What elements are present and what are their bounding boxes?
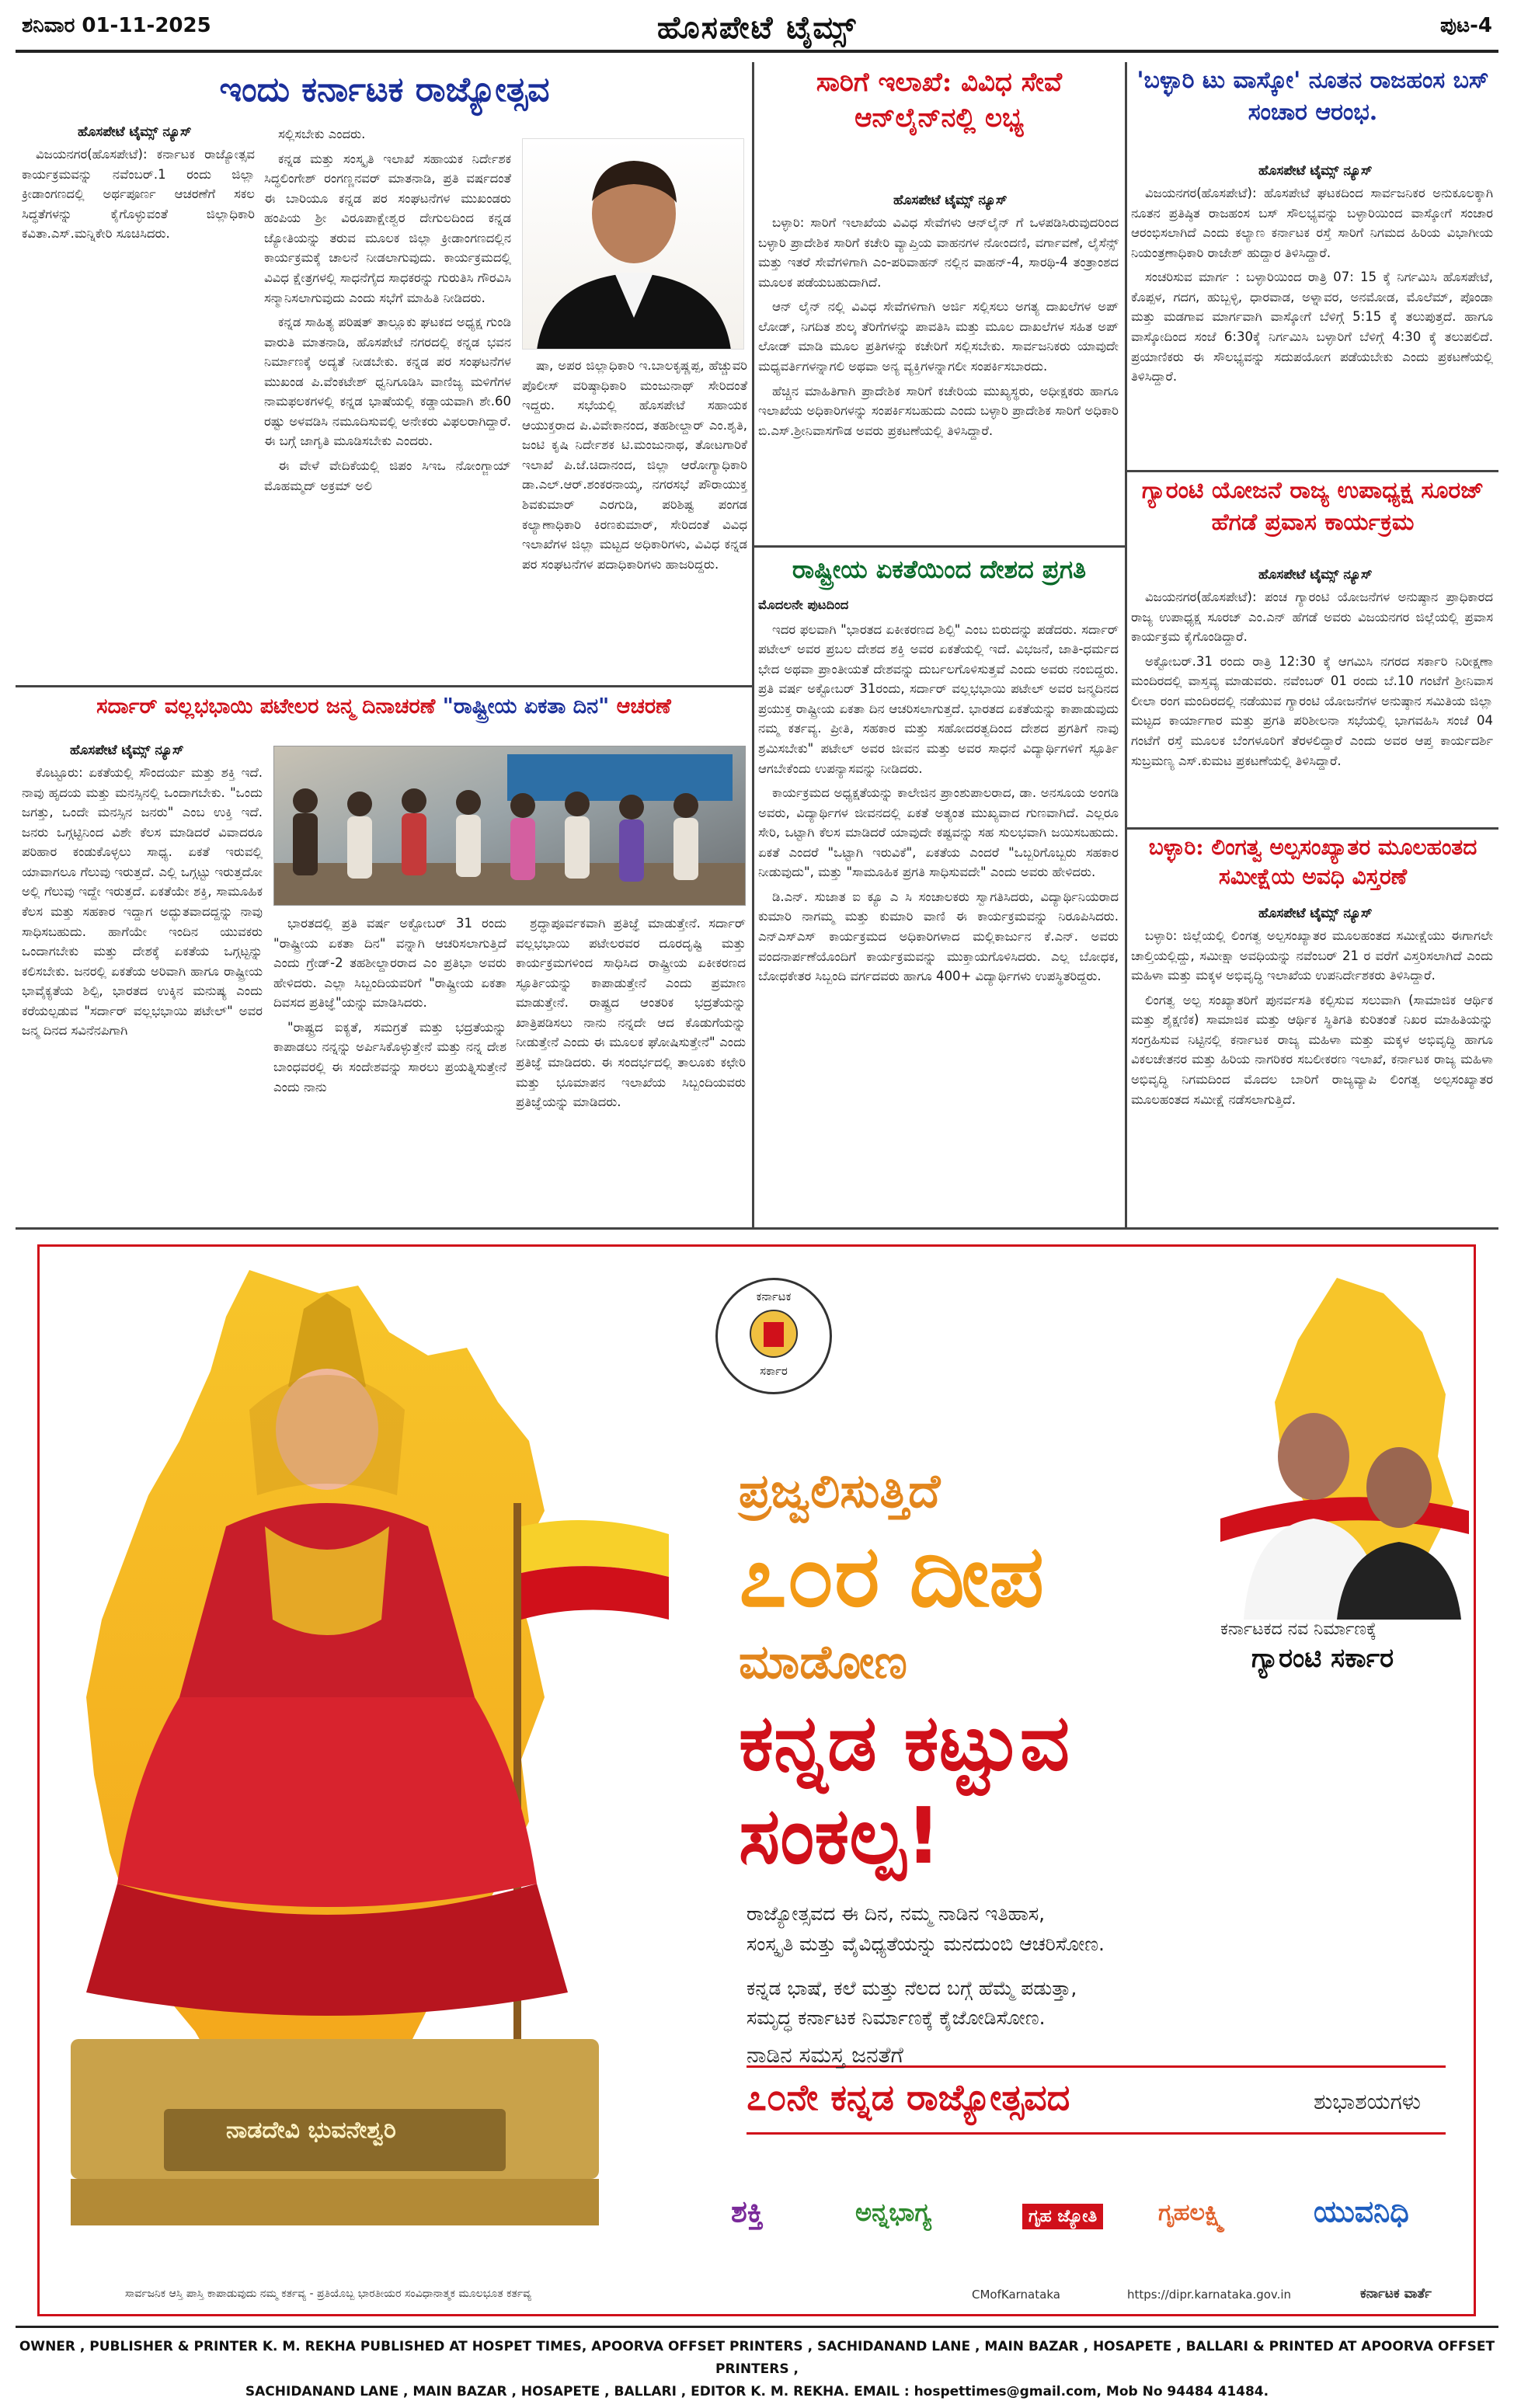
article-byline: ಹೊಸಪೇಟೆ ಟೈಮ್ಸ್ ನ್ಯೂಸ್ xyxy=(893,193,1008,208)
scheme-logo-gruha-jyothi: ಗೃಹ ಜ್ಯೋತಿ xyxy=(1022,2204,1103,2229)
emblem-icon xyxy=(747,1307,801,1361)
article-paragraph: ಕನ್ನಡ ಮತ್ತು ಸಂಸ್ಕೃತಿ ಇಲಾಖೆ ಸಹಾಯಕ ನಿರ್ದೇಶಕ ಸಿದ್ಧಲಿಂಗೇಶ್ ರಂಗಣ್ಣನವರ್ ಮಾತನಾಡಿ, ಪ್ರತಿ ವರ್ಷದಂತೆ ಈ ಬಾರಿಯೂ ಕನ್ನಡ ಪರ ಸಂಘಟನೆಗಳ ಮುಖಂಡರು ಹಂಪಿಯ ಶ್ರೀ ವಿರೂಪಾಕ್ಷೇಶ್ವರ ದೇಗುಲದಿಂದ ಕನ್ನಡ ಜ್ಯೋತಿಯನ್ನು ತರುವ ಮೂಲಕ ಜಿಲ್ಲಾ ಕ್ರೀಡಾಂಗಣದಲ್ಲಿನ ಕಾರ್ಯಕ್ರಮಕ್ಕೆ ಚಾಲನೆ ನೀಡಲಾಗುವುದು. ಕಾರ್ಯಕ್ರಮದಲ್ಲಿ ವಿವಿಧ ಕ್ಷೇತ್ರಗಳಲ್ಲಿ ಸಾಧನೆಗೈದ ಸಾಧಕರನ್ನು ಗುರುತಿಸಿ ಗೌರವಿಸಿ ಸನ್ಮಾನಿಸಲಾಗುವುದು ಎಂದು ಸಭೆಗೆ ಮಾಹಿತಿ ನೀಡಿದರು. xyxy=(264,151,511,305)
ad-greet-bottom-rule xyxy=(747,2132,1446,2135)
article-paragraph: ಡಿ.ಎನ್. ಸುಜಾತ ಐ ಕ್ಯೂ ಎ ಸಿ ಸಂಚಾಲಕರು ಸ್ವಾಗತಿಸಿದರು, ವಿದ್ಯಾರ್ಥಿನಿಯರಾದ ಕುಮಾರಿ ನಾಗಮ್ಮ ಮತ್ತು ಕುಮಾರಿ ವಾಣಿ ಈ ಕಾರ್ಯಕ್ರಮವನ್ನು ನಿರೂಪಿಸಿದರು. ಎನ್‌ಎಸ್‌ಎಸ್ ಕಾರ್ಯಕ್ರಮದ ಅಧಿಕಾರಿಗಳಾದ ಮಲ್ಲಿಕಾರ್ಜುನ ಕೆ.ಎನ್. ಅವರು ವಂದನಾರ್ಪಣೆಯೊಂದಿಗೆ ಕಾರ್ಯಕ್ರಮವನ್ನು ಮುಕ್ತಾಯಗೊಳಿಸಿದರು. ಎಲ್ಲ ಬೋಧಕ, ಬೋಧಕೇತರ ಸಿಬ್ಬಂದಿ ವರ್ಗದವರು ಹಾಗೂ 400+ ವಿದ್ಯಾರ್ಥಿಗಳು ಉಪಸ್ಥಿತರಿದ್ದರು. xyxy=(758,889,1119,984)
article-paragraph: ಭಾರತದಲ್ಲಿ ಪ್ರತಿ ವರ್ಷ ಅಕ್ಟೋಬರ್ 31 ರಂದು "ರಾಷ್ಟ್ರೀಯ ಏಕತಾ ದಿನ" ವನ್ನಾಗಿ ಆಚರಿಸಲಾಗುತ್ತಿದೆ ಎಂದು ಗ್ರೇಡ್-2 ತಹಶೀಲ್ದಾರರಾದ ಎಂ ಪ್ರತಿಭಾ ಅವರು ಹೇಳಿದರು. ಎಲ್ಲಾ ಸಿಬ್ಬಂದಿಯವರಿಗೆ "ರಾಷ್ಟ್ರೀಯ ಏಕತಾ ದಿವಸದ ಪ್ರತಿಜ್ಞೆ"ಯನ್ನು ಮಾಡಿಸಿದರು. xyxy=(273,916,506,1011)
row-rule xyxy=(1125,470,1498,472)
row-rule xyxy=(1125,827,1498,830)
ad-sub-tagline: ಕರ್ನಾಟಕದ ನವ ನಿರ್ಮಾಣಕ್ಕೆ xyxy=(1220,1620,1377,1639)
article-body-rajyotsava-col3 xyxy=(522,356,747,680)
scheme-logo-annabhagya: ಅನ್ನಭಾಗ್ಯ xyxy=(855,2197,932,2227)
article-body-patel-col1 xyxy=(22,763,263,1224)
article-paragraph: ಸಲ್ಲಿಸಬೇಕು ಎಂದರು. xyxy=(278,127,366,141)
ad-body-line: ಕನ್ನಡ ಭಾಷೆ, ಕಲೆ ಮತ್ತು ನೆಲದ ಬಗ್ಗೆ ಹೆಮ್ಮೆ ಪಡುತ್ತಾ, xyxy=(747,1976,1077,1999)
article-paragraph: ಆನ್ ಲೈನ್ ನಲ್ಲಿ ವಿವಿಧ ಸೇವೆಗಳಿಗಾಗಿ ಅರ್ಜಿ ಸಲ್ಲಿಸಲು ಅಗತ್ಯ ದಾಖಲೆಗಳ ಅಪ್ ಲೋಡ್, ನಿಗದಿತ ಶುಲ್ಕ ತೆರಿಗೆಗಳನ್ನು ಪಾವತಿಸಿ ಮತ್ತು ಮೂಲ ದಾಖಲೆಗಳ ಸಹಿತ ಅಪ್ ಲೋಡ್ ಮಾಡಿ ಮೂಲ ಪ್ರತಿಗಳನ್ನು ಕಚೇರಿಗೆ ಸಲ್ಲಿಸಬೇಕು. ಸಾರ್ವಜನಿಕರು ಯಾವುದೇ ಮಧ್ಯವರ್ತಿಗಳನ್ನಾಗಲಿ ಅಥವಾ ಅನ್ಯ ವ್ಯಕ್ತಿಗಳನ್ನಾಗಲೀ ಸಂಪರ್ಕಿಸಬಾರದು. xyxy=(758,299,1119,374)
row-rule xyxy=(16,685,752,687)
article-byline: ಹೊಸಪೇಟೆ ಟೈಮ್ಸ್ ನ್ಯೂಸ್ xyxy=(1258,906,1373,921)
ad-greeting-suffix: ಶುಭಾಶಯಗಳು xyxy=(1314,2089,1421,2114)
article-paragraph: ಹೆಚ್ಚಿನ ಮಾಹಿತಿಗಾಗಿ ಪ್ರಾದೇಶಿಕ ಸಾರಿಗೆ ಕಚೇರಿಯ ಮುಖ್ಯಸ್ಥರು, ಅಧೀಕ್ಷಕರು ಹಾಗೂ ಇಲಾಖೆಯ ಅಧಿಕಾರಿಗಳನ್ನು ಸಂಪರ್ಕಿಸಬಹುದು ಎಂದು ಬಳ್ಳಾರಿ ಪ್ರಾದೇಶಿಕ ಸಾರಿಗೆ ಅಧಿಕಾರಿ ಬಿ.ಎಸ್.ಶ್ರೀನಿವಾಸಗೌಡ ಅವರು ಪ್ರಕಟಣೆಯಲ್ಲಿ ತಿಳಿಸಿದ್ದಾರೆ. xyxy=(758,383,1119,438)
article-body-rajyotsava-col2 xyxy=(264,124,511,680)
article-paragraph: ಮೊದಲನೇ ಪುಟದಿಂದ xyxy=(758,597,849,612)
karnataka-govt-emblem xyxy=(715,1278,832,1394)
rajyotsava-advertisement xyxy=(37,1244,1476,2316)
ad-greeting-intro: ನಾಡಿನ ಸಮಸ್ತ ಜನತೆಗೆ xyxy=(747,2042,903,2068)
issue-date: ಶನಿವಾರ 01-11-2025 xyxy=(22,14,211,37)
article-byline: ಹೊಸಪೇಟೆ ಟೈಮ್ಸ್ ನ್ಯೂಸ್ xyxy=(1258,163,1373,179)
article-headline-patel xyxy=(22,693,746,721)
article-body-guarantee xyxy=(1131,587,1493,823)
imprint-line: OWNER , PUBLISHER & PRINTER K. M. REKHA PUBLISHED AT HOSPET TIMES, APOORVA OFFSET PRINTERS , SACHIDANAND LANE , MAIN BAZAR , HOSAPETE , BALLARI & PRINTED AT APOORVA OFFSET PRINTERS , xyxy=(19,2339,1495,2377)
article-headline-rajyotsava: ಇಂದು ಕರ್ನಾಟಕ ರಾಜ್ಯೋತ್ಸವ xyxy=(219,70,550,110)
article-headline-guarantee: ಗ್ಯಾರಂಟಿ ಯೋಜನೆ ರಾಜ್ಯ ಉಪಾಧ್ಯಕ್ಷ ಸೂರಜ್ ಹೆಗಡೆ ಪ್ರವಾಸ ಕಾರ್ಯಕ್ರಮ xyxy=(1141,477,1484,536)
ad-guarantee-tagline: ಗ್ಯಾರಂಟಿ ಸರ್ಕಾರ xyxy=(1251,1643,1394,1674)
row-rule xyxy=(16,1227,1498,1230)
newspaper-title: ಹೊಸಪೇಟೆ ಟೈಮ್ಸ್ xyxy=(656,9,858,46)
headline-suffix: ಆಚರಣೆ xyxy=(609,694,671,719)
article-headline-lingatva: ಬಳ್ಳಾರಿ: ಲಿಂಗತ್ವ ಅಲ್ಪಸಂಖ್ಯಾತರ ಮೂಲಹಂತದ ಸಮೀಕ್ಷೆಯ ಅವಧಿ ವಿಸ್ತರಣೆ xyxy=(1148,834,1477,889)
ad-body-text xyxy=(747,1899,1352,2034)
article-paragraph: ವಿಜಯನಗರ(ಹೊಸಪೇಟೆ): ಕರ್ನಾಟಕ ರಾಜ್ಯೋತ್ಸವ ಕಾರ್ಯಕ್ರಮವನ್ನು ನವೆಂಬರ್.1 ರಂದು ಜಿಲ್ಲಾ ಕ್ರೀಡಾಂಗಣದಲ್ಲಿ ಅರ್ಥಪೂರ್ಣ ಆಚರಣೆಗೆ ಸಕಲ ಸಿದ್ಧತೆಗಳನ್ನು ಕೈಗೊಳ್ಳುವಂತೆ ಜಿಲ್ಲಾಧಿಕಾರಿ ಕವಿತಾ.ಎಸ್.ಮನ್ನಿಕೇರಿ ಸೂಚಿಸಿದರು. xyxy=(22,147,255,242)
person-silhouette-icon xyxy=(523,139,744,350)
article-paragraph: ವಿಜಯನಗರ(ಹೊಸಪೇಟೆ): ಪಂಚ ಗ್ಯಾರಂಟಿ ಯೋಜನೆಗಳ ಅನುಷ್ಠಾನ ಪ್ರಾಧಿಕಾರದ ರಾಜ್ಯ ಉಪಾಧ್ಯಕ್ಷ ಸೂರಜ್ ಎಂ.ಎನ್ ಹೆಗಡೆ ಅವರು ವಿಜಯನಗರ ಜಿಲ್ಲೆಯಲ್ಲಿ ಪ್ರವಾಸ ಕಾರ್ಯಕ್ರಮ ಕೈಗೊಂಡಿದ್ದಾರೆ. xyxy=(1131,590,1493,645)
row-rule xyxy=(752,545,1125,548)
column-rule xyxy=(1125,62,1127,1227)
article-headline-ekate: ರಾಷ್ಟ್ರೀಯ ಏಕತೆಯಿಂದ ದೇಶದ ಪ್ರಗತಿ xyxy=(792,555,1087,584)
scheme-logo-gruhalakshmi: ಗೃಹಲಕ್ಷ್ಮಿ xyxy=(1158,2199,1225,2226)
article-body-lingatva xyxy=(1131,926,1493,1224)
ad-body-line: ರಾಜ್ಯೋತ್ಸವದ ಈ ದಿನ, ನಮ್ಮ ನಾಡಿನ ಇತಿಹಾಸ, xyxy=(747,1902,1046,1925)
article-body-sarige xyxy=(758,213,1119,542)
article-paragraph: ಸಂಚರಿಸುವ ಮಾರ್ಗ : ಬಳ್ಳಾರಿಯಿಂದ ರಾತ್ರಿ 07: 15 ಕ್ಕೆ ನಿರ್ಗಮಿಸಿ ಹೊಸಪೇಟೆ, ಕೊಪ್ಪಳ, ಗದಗ, ಹುಬ್ಬಳ್ಳಿ, ಧಾರವಾಡ, ಅಳ್ನಾವರ, ಅನಮೋಡ, ಮೊಲೆಮ್, ಪೊಂಡಾ ಮತ್ತು ಮಡಗಾವ ಮಾರ್ಗವಾಗಿ ವಾಸ್ಕೋಗೆ ಬೆಳಿಗ್ಗೆ 5:15 ಕ್ಕೆ ತಲುಪುತ್ತದೆ. ಹಾಗೂ ವಾಸ್ಕೋದಿಂದ ಸಂಜೆ 6:30ಕ್ಕೆ ನಿರ್ಗಮಿಸಿ ಬಳ್ಳಾರಿಗೆ ಬೆಳಿಗ್ಗೆ 4:30 ಕ್ಕೆ ತಲುಪಲಿದೆ. ಪ್ರಯಾಣಿಕರು ಈ ಸೌಲಭ್ಯವನ್ನು ಸದುಪಯೋಗ ಪಡೆಯಬೇಕು ಎಂದು ಪ್ರಕಟಣೆಯಲ್ಲಿ ತಿಳಿಸಿದ್ದಾರೆ. xyxy=(1131,270,1493,385)
article-paragraph: ಈ ವೇಳೆ ವೇದಿಕೆಯಲ್ಲಿ ಜಿಪಂ ಸಿಇಒ ನೋಂಗ್ಜಾಯ್ ಮೊಹಮ್ಮದ್ ಅಕ್ರಮ್ ಅಲಿ xyxy=(264,458,511,493)
event-group-icon xyxy=(274,746,746,906)
masthead xyxy=(16,5,1498,53)
ad-body-line: ಸಮೃದ್ಧ ಕರ್ನಾಟಕ ನಿರ್ಮಾಣಕ್ಕೆ ಕೈಜೋಡಿಸೋಣ. xyxy=(747,2006,1046,2030)
scheme-logo-yuvanidhi: ಯುವನಿಧಿ xyxy=(1314,2194,1409,2229)
article-headline-bus: 'ಬಳ್ಳಾರಿ ಟು ವಾಸ್ಕೋ' ನೂತನ ರಾಜಹಂಸ ಬಸ್ ಸಂಚಾರ ಆರಂಭ. xyxy=(1136,67,1489,126)
article-paragraph: "ರಾಷ್ಟ್ರದ ಐಕ್ಯತೆ, ಸಮಗ್ರತೆ ಮತ್ತು ಭದ್ರತೆಯನ್ನು ಕಾಪಾಡಲು ನನ್ನನ್ನು ಅರ್ಪಿಸಿಕೊಳ್ಳುತ್ತೇನೆ ಮತ್ತು ನನ್ನ ದೇಶ ಬಾಂಧವರಲ್ಲಿ ಈ ಸಂದೇಶವನ್ನು ಸಾರಲು ಪ್ರಯತ್ನಿಸುತ್ತೇನೆ ಎಂದು ನಾನು xyxy=(273,1019,506,1094)
emblem-top-text: ಕರ್ನಾಟಕ xyxy=(756,1289,792,1303)
article-paragraph: ಕಾರ್ಯಕ್ರಮದ ಅಧ್ಯಕ್ಷತೆಯನ್ನು ಕಾಲೇಜಿನ ಪ್ರಾಂಶುಪಾಲರಾದ, ಡಾ. ಅನಸೂಯ ಅಂಗಡಿ ಅವರು, ವಿದ್ಯಾರ್ಥಿಗಳ ಜೀವನದಲ್ಲಿ ಏಕತೆ ಅತ್ಯಂತ ಮುಖ್ಯವಾದ ಗುಣವಾಗಿದೆ. ಎಲ್ಲರೂ ಸೇರಿ, ಒಟ್ಟಾಗಿ ಕೆಲಸ ಮಾಡಿದರೆ ಯಾವುದೇ ಕಷ್ಟವನ್ನು ಸಹ ಸುಲಭವಾಗಿ ಜಯಿಸಬಹುದು. ಏಕತೆ ಎಂದರೆ "ಒಟ್ಟಾಗಿ ಇರುವಿಕೆ", ಏಕತೆಯ ಎಂದರೆ "ಒಬ್ಬರಿಗೊಬ್ಬರು ಸಹಕಾರ ನೀಡುವುದು", ಮತ್ತು "ಸಾಮೂಹಿಕ ಪ್ರಗತಿ ಸಾಧಿಸುವದೇ" ಎಂದು ಅವರು ಹೇಳಿದರು. xyxy=(758,785,1119,880)
article-body-patel-col3 xyxy=(516,913,746,1224)
article-paragraph: ಬಳ್ಳಾರಿ: ಜಿಲ್ಲೆಯಲ್ಲಿ ಲಿಂಗತ್ವ ಅಲ್ಪಸಂಖ್ಯಾತರ ಮೂಲಹಂತದ ಸಮೀಕ್ಷೆಯು ಈಗಾಗಲೇ ಚಾಲ್ತಿಯಲ್ಲಿದ್ದು, ಸಮೀಕ್ಷಾ ಅವಧಿಯನ್ನು ನವೆಂಬರ್ 21 ರ ವರೆಗೆ ವಿಸ್ತರಿಸಲಾಗಿದೆ ಎಂದು ಮಹಿಳಾ ಮತ್ತು ಮಕ್ಕಳ ಅಭಿವೃದ್ಧಿ ಇಲಾಖೆಯ ಉಪನಿರ್ದೇಶಕರು ತಿಳಿಸಿದ್ದಾರೆ. xyxy=(1131,928,1493,983)
ad-website-link[interactable]: https://dipr.karnataka.gov.in xyxy=(1127,2288,1292,2302)
article-body-patel-col2 xyxy=(273,913,506,1224)
article-paragraph: ಕನ್ನಡ ಸಾಹಿತ್ಯ ಪರಿಷತ್ ತಾಲ್ಲೂಕು ಘಟಕದ ಅಧ್ಯಕ್ಷ ಗುಂಡಿ ವಾರುತಿ ಮಾತನಾಡಿ, ಹೊಸಪೇಟೆ ನಗರದಲ್ಲಿ ಕನ್ನಡ ಭವನ ನಿರ್ಮಾಣಕ್ಕೆ ಅದ್ಯತೆ ನೀಡಬೇಕು. ಕನ್ನಡ ಪರ ಸಂಘಟನೆಗಳ ಮುಖಂಡ ಪಿ.ವೆಂಕಟೇಶ್ ಧ್ವನಿಗೂಡಿಸಿ ವಾಣಿಜ್ಯ ಮಳಿಗೆಗಳ ನಾಮಫಲಕಗಳಲ್ಲಿ ಕನ್ನಡ ಭಾಷೆಯಲ್ಲಿ ಕಡ್ಡಾಯವಾಗಿ ಶೇ.60 ರಷ್ಟು ಅಳವಡಿಸಿ ನಮೂದಿಸುವಲ್ಲಿ ಅನೇಕರು ವಿಫಲರಾಗಿದ್ದಾರೆ. ಈ ಬಗ್ಗೆ ಜಾಗೃತಿ ಮೂಡಿಸಬೇಕು ಎಂದರು. xyxy=(264,315,511,449)
official-portrait-photo xyxy=(522,138,744,350)
article-paragraph: ಅಕ್ಟೋಬರ್.31 ರಂದು ರಾತ್ರಿ 12:30 ಕ್ಕೆ ಆಗಮಿಸಿ ನಗರದ ಸರ್ಕಾರಿ ನಿರೀಕ್ಷಣಾ ಮಂದಿರದಲ್ಲಿ ವಾಸ್ತವ್ಯ ಮಾಡುವರು. ನವೆಂಬರ್ 01 ರಂದು ಬೆ.10 ಗಂಟೆಗೆ ಶ್ರೀನಿವಾಸ ಲೀಲಾ ರಂಗ ಮಂದಿರದಲ್ಲಿ ನಡೆಯುವ ಗ್ಯಾರಂಟಿ ಯೋಜನೆಗಳ ಅನುಷ್ಠಾನ ಸಮಿತಿಯ ಜಿಲ್ಲಾ ಮಟ್ಟದ ಕಾರ್ಯಾಗಾರ ಮತ್ತು ಪ್ರಗತಿ ಪರಿಶೀಲನಾ ಸಭೆಯಲ್ಲಿ ಭಾಗವಹಿಸಿ ಸಂಜೆ 04 ಗಂಟೆಗೆ ರಸ್ತೆ ಮೂಲಕ ಬೆಂಗಳೂರಿಗೆ ತೆರಳಲಿದ್ದಾರೆ ಎಂದು ಅವರ ಆಪ್ತ ಕಾರ್ಯದರ್ಶಿ ಸುಬ್ರಮಣ್ಯ ಎಸ್.ಕುಮಟ ಪ್ರಕಟಣೆಯಲ್ಲಿ ತಿಳಿಸಿದ್ದಾರೆ. xyxy=(1131,653,1493,768)
ad-brand: ಕರ್ನಾಟಕ ವಾರ್ತೆ xyxy=(1360,2286,1432,2302)
headline-prefix: ಸರ್ದಾರ್ ವಲ್ಲಭಭಾಯಿ ಪಟೇಲರ ಜನ್ಮ ದಿನಾಚರಣೆ xyxy=(96,694,443,719)
article-paragraph: ಷಾ, ಅಪರ ಜಿಲ್ಲಾಧಿಕಾರಿ ಇ.ಬಾಲಕೃಷ್ಣಪ್ಪ, ಹೆಚ್ಚುವರಿ ಪೊಲೀಸ್ ವರಿಷ್ಠಾಧಿಕಾರಿ ಮಂಜುನಾಥ್ ಸೇರಿದಂತೆ ಇದ್ದರು. ಸಭೆಯಲ್ಲಿ ಹೊಸಪೇಟೆ ಸಹಾಯಕ ಆಯುಕ್ತರಾದ ಪಿ.ವಿವೇಕಾನಂದ, ತಹಶೀಲ್ದಾರ್ ಎಂ.ಶೃತಿ, ಜಂಟಿ ಕೃಷಿ ನಿರ್ದೇಶಕ ಟಿ.ಮಂಜುನಾಥ, ತೋಟಗಾರಿಕೆ ಇಲಾಖೆ ಪಿ.ಜೆ.ಚಿದಾನಂದ, ಜಿಲ್ಲಾ ಆರೋಗ್ಯಾಧಿಕಾರಿ ಡಾ.ಎಲ್.ಆರ್.ಶಂಕರನಾಯ್ಕ, ನಗರಸಭೆ ಪೌರಾಯುಕ್ತ ಶಿವಕುಮಾರ್ ಎರಗುಡಿ, ಪರಿಶಿಷ್ಟ ಪಂಗಡ ಕಲ್ಯಾಣಾಧಿಕಾರಿ ಕಿರಣಕುಮಾರ್, ಸೇರಿದಂತೆ ವಿವಿಧ ಇಲಾಖೆಗಳ ಜಿಲ್ಲಾ ಮಟ್ಟದ ಅಧಿಕಾರಿಗಳು, ವಿವಿಧ ಕನ್ನಡ ಪರ ಸಂಘಟನೆಗಳ ಪದಾಧಿಕಾರಿಗಳು ಹಾಜರಿದ್ದರು. xyxy=(522,358,747,572)
ad-greeting-main: ೭೦ನೇ ಕನ್ನಡ ರಾಜ್ಯೋತ್ಸವದ xyxy=(747,2076,1070,2118)
article-paragraph: ಲಿಂಗತ್ವ ಅಲ್ಪ ಸಂಖ್ಯಾತರಿಗೆ ಪುನರ್ವಸತಿ ಕಲ್ಪಿಸುವ ಸಲುವಾಗಿ (ಸಾಮಾಜಿಕ ಆರ್ಥಿಕ ಮತ್ತು ಶೈಕ್ಷಣಿಕ) ಸಾಮಾಜಿಕ ಮತ್ತು ಆರ್ಥಿಕ ಸ್ಥಿತಿಗತಿ ಕುರಿತಂತೆ ನಿಖರ ಮಾಹಿತಿಯನ್ನು ಸಂಗ್ರಹಿಸುವ ನಿಟ್ಟಿನಲ್ಲಿ ಕರ್ನಾಟಕ ರಾಜ್ಯ ಮಹಿಳಾ ಮತ್ತು ಮಕ್ಕಳ ಅಭಿವೃದ್ಧಿ ಹಾಗೂ ವಿಕಲಚೇತನರ ಮತ್ತು ಹಿರಿಯ ನಾಗರಿಕರ ಸಬಲೀಕರಣ ಇಲಾಖೆ, ಕರ್ನಾಟಕ ರಾಜ್ಯ ಮಹಿಳಾ ಅಭಿವೃದ್ಧಿ ನಿಗಮದಿಂದ ಮೊದಲ ಬಾರಿಗೆ ರಾಜ್ಯವ್ಯಾಪಿ ಲಿಂಗತ್ವ ಅಲ್ಪಸಂಖ್ಯಾತರ ಮೂಲಹಂತದ ಸಮೀಕ್ಷೆ ನಡೆಸಲಾಗುತ್ತಿದೆ. xyxy=(1131,992,1493,1107)
ad-line-madona: ಮಾಡೋಣ xyxy=(739,1635,907,1689)
emblem-bottom-text: ಸರ್ಕಾರ xyxy=(760,1364,788,1378)
column-rule xyxy=(752,62,754,1227)
article-byline: ಹೊಸಪೇಟೆ ಟೈಮ್ಸ್ ನ್ಯೂಸ್ xyxy=(1258,567,1373,583)
ad-line-prajvalisuttide: ಪ್ರಜ್ವಲಿಸುತ್ತಿದೆ xyxy=(739,1464,941,1519)
ad-social-handle: CMofKarnataka xyxy=(972,2288,1060,2302)
article-paragraph: ಶ್ರದ್ಧಾಪೂರ್ವಕವಾಗಿ ಪ್ರತಿಜ್ಞೆ ಮಾಡುತ್ತೇನೆ. ಸರ್ದಾರ್ ವಲ್ಲಭಭಾಯಿ ಪಟೇಲರವರ ದೂರದೃಷ್ಟಿ ಮತ್ತು ಕಾರ್ಯಕ್ರಮಗಳಿಂದ ಸಾಧಿಸಿದ ರಾಷ್ಟ್ರೀಯ ಏಕೀಕರಣದ ಸ್ಫೂರ್ತಿಯನ್ನು ಕಾಪಾಡುತ್ತೇನೆ ಎಂದು ಪ್ರಮಾಣ ಮಾಡುತ್ತೇನೆ. ರಾಷ್ಟ್ರದ ಆಂತರಿಕ ಭದ್ರತೆಯನ್ನು ಖಾತ್ರಿಪಡಿಸಲು ನಾನು ನನ್ನದೇ ಆದ ಕೊಡುಗೆಯನ್ನು ನೀಡುತ್ತೇನೆ ಎಂದು ಈ ಮೂಲಕ ಘೋಷಿಸುತ್ತೇನೆ" ಎಂದು ಪ್ರತಿಜ್ಞೆ ಮಾಡಿದರು. ಈ ಸಂದರ್ಭದಲ್ಲಿ ತಾಲೂಕು ಕಛೇರಿ ಮತ್ತು ಭೂಮಾಪನ ಇಲಾಖೆಯ ಸಿಬ್ಬಂದಿಯವರು ಪ್ರತಿಜ್ಞೆಯನ್ನು ಮಾಡಿದರು. xyxy=(516,916,746,1110)
page-number: ಪುಟ-4 xyxy=(1439,14,1492,37)
article-paragraph: ಇದರ ಫಲವಾಗಿ "ಭಾರತದ ಏಕೀಕರಣದ ಶಿಲ್ಪಿ" ಎಂಬ ಬಿರುದನ್ನು ಪಡೆದರು. ಸರ್ದಾರ್ ಪಟೇಲ್ ಅವರ ಪ್ರಬಲ ದೇಶದ ಶಕ್ತಿ ಅವರ ಏಕತೆಯಲ್ಲಿ ಇದೆ. ವಿಭಜನೆ, ಜಾತಿ-ಧರ್ಮದ ಭೇದ ಅಥವಾ ಪ್ರಾಂತೀಯತೆ ದೇಶವನ್ನು ದುರ್ಬಲಗೊಳಿಸುತ್ತವೆ ಎಂದು ಅವರು ನಂಬಿದ್ದರು. ಪ್ರತಿ ವರ್ಷ ಅಕ್ಟೋಬರ್ 31ರಂದು, ಸರ್ದಾರ್ ವಲ್ಲಭಭಾಯಿ ಪಟೇಲ್ ಅವರ ಜನ್ಮದಿನದ ಪ್ರಯುಕ್ತ ರಾಷ್ಟ್ರೀಯ ಏಕತಾ ದಿನ ಆಚರಿಸಲಾಗುತ್ತದೆ. ಭಾರತದ ಏಕತೆಯನ್ನು ಕಾಪಾಡುವುದು ನಮ್ಮ ಕರ್ತವ್ಯ. ಪ್ರೀತಿ, ಸಹಕಾರ ಮತ್ತು ಸಹೋದರತ್ವದಿಂದ ದೇಶದ ಪ್ರಗತಿಗೆ ನಾವು ಶ್ರಮಿಸಬೇಕು" ಪಟೇಲ್ ಅವರ ಜೀವನ ಮತ್ತು ಅವರ ಸಾಧನೆ ವಿದ್ಯಾರ್ಥಿಗಳಿಗೆ ಸ್ಫೂರ್ತಿ ಆಗಬೇಕೆಂದು ಉಪನ್ಯಾಸವನ್ನು ನೀಡಿದರು. xyxy=(758,621,1119,776)
imprint-line: SACHIDANAND LANE , MAIN BAZAR , HOSAPETE , BALLARI , EDITOR K. M. REKHA. EMAIL : hospettimes@gmail.com, Mob No 94484 41484. xyxy=(245,2383,1269,2399)
article-headline-sarige: ಸಾರಿಗೆ ಇಲಾಖೆ: ವಿವಿಧ ಸೇವೆ ಆನ್‌ಲೈನ್‌ನಲ್ಲಿ ಲಭ್ಯ xyxy=(816,67,1063,134)
article-body-rajyotsava-col1 xyxy=(22,144,255,680)
imprint-footer xyxy=(16,2326,1498,2403)
goddess-statue-graphic xyxy=(71,1293,599,2241)
event-photo xyxy=(273,746,746,906)
statue-label: ನಾಡದೇವಿ ಭುವನೇಶ್ವರಿ xyxy=(226,2117,396,2144)
article-body-bus xyxy=(1131,183,1493,466)
article-body-ekate xyxy=(758,595,1119,1224)
ad-line-kannada-kattuva: ಕನ್ನಡ ಕಟ್ಟುವ xyxy=(739,1697,1070,1788)
ad-line-sankalpa: ಸಂಕಲ್ಪ! xyxy=(739,1790,941,1881)
article-paragraph: ವಿಜಯನಗರ(ಹೊಸಪೇಟೆ): ಹೊಸಪೇಟೆ ಘಟಕದಿಂದ ಸಾರ್ವಜನಿಕರ ಅನುಕೂಲಕ್ಕಾಗಿ ನೂತನ ಪ್ರತಿಷ್ಠಿತ ರಾಜಹಂಸ ಬಸ್ ಸೌಲಭ್ಯವನ್ನು ಬಳ್ಳಾರಿಯಿಂದ ವಾಸ್ಕೋಗೆ ಸಂಚಾರ ಆರಂಭಿಸಲಾಗಿದೆ ಎಂದು ಕಲ್ಯಾಣ ಕರ್ನಾಟಕ ರಸ್ತೆ ಸಾರಿಗೆ ನಿಗಮದ ಹಿರಿಯ ವಿಭಾಗೀಯ ನಿಯಂತ್ರಣಾಧಿಕಾರಿ ರಾಜೇಶ್ ಹುದ್ದಾರ ತಿಳಿಸಿದ್ದಾರೆ. xyxy=(1131,186,1493,260)
scheme-logo-shakti: ಶಕ್ತಿ xyxy=(731,2194,764,2229)
leaders-photo-graphic xyxy=(1220,1387,1469,1620)
ad-body-line: ಸಂಸ್ಕೃತಿ ಮತ್ತು ವೈವಿಧ್ಯತೆಯನ್ನು ಮನದುಂಬಿ ಆಚರಿಸೋಣ. xyxy=(747,1932,1105,1955)
article-byline: ಹೊಸಪೇಟೆ ಟೈಮ್ಸ್ ನ್ಯೂಸ್ xyxy=(70,743,184,758)
article-paragraph: ಕೊಟ್ಟೂರು: ಏಕತೆಯಲ್ಲಿ ಸೌಂದರ್ಯ ಮತ್ತು ಶಕ್ತಿ ಇದೆ. ನಾವು ಹೃದಯ ಮತ್ತು ಮನಸ್ಸಿನಲ್ಲಿ ಒಂದಾಗಬೇಕು. "ಒಂದು ಜಗತ್ತು, ಒಂದೇ ಮನಸ್ಸಿನ ಜನರು" ಎಂಬ ಉಕ್ತಿ ಇದೆ. ಜನರು ಒಗ್ಗಟ್ಟಿನಿಂದ ವಿಶೇ ಕೆಲಸ ಮಾಡಿದರೆ ವಿವಾದರೂ ಪರಿಹಾರ ಕಂಡುಕೊಳ್ಳಲು ಸಾಧ್ಯ. ಏಕತೆ ಇರುವಲ್ಲಿ ಯಾವಾಗಲೂ ಗೆಲುವು ಇರುತ್ತದೆ. ಎಲ್ಲಿ ಒಗ್ಗಟ್ಟು ಇರುತ್ತದೋ ಅಲ್ಲಿ ಗೆಲುವು ಇದ್ದೇ ಇರುತ್ತದೆ. ಏಕತೆಯೇ ಶಕ್ತಿ, ಸಾಮೂಹಿಕ ಕೆಲಸ ಮತ್ತು ಸಹಕಾರ ಇದ್ದಾಗ ಅದ್ಭುತವಾದದ್ದನ್ನು ನಾವು ಸಾಧಿಸಬಹುದು. ಹಾಗೆಯೇ ಇಂದಿನ ಯುವಕರು ಒಂದಾಗಬೇಕು ಮತ್ತು ದೇಶಕ್ಕೆ ಏಕತೆಯ ಒಗ್ಗಟ್ಟನ್ನು ಕಲಿಸಬೇಕು. ಜನರಲ್ಲಿ ಏಕತೆಯ ಅರಿವಾಗಿ ಹಾಗೂ ರಾಷ್ಟ್ರೀಯ ಭಾವೈಕ್ಯತೆಯ ಶಿಲ್ಪಿ, ಭಾರತದ ಉಕ್ಕಿನ ಮನುಷ್ಯ ಎಂದು ಕರೆಯಲ್ಪಡುವ "ಸರ್ದಾರ್ ವಲ್ಲಭಭಾಯಿ ಪಟೇಲ್" ಅವರ ಜನ್ಮ ದಿನದ ಸವಿನೆನಪಿಗಾಗಿ xyxy=(22,765,263,1039)
ad-footer-note: ಸಾರ್ವಜನಿಕ ಆಸ್ತಿ ಪಾಸ್ತಿ ಕಾಪಾಡುವುದು ನಮ್ಮ ಕರ್ತವ್ಯ - ಪ್ರತಿಯೊಬ್ಬ ಭಾರತೀಯರ ಸಂವಿಧಾನಾತ್ಮಕ ಮೂಲಭೂತ ಕರ್ತವ್ಯ xyxy=(125,2288,531,2300)
ad-line-deepa: ೭೦ರ ದೀಪ xyxy=(739,1526,1044,1626)
headline-quote: "ರಾಷ್ಟ್ರೀಯ ಏಕತಾ ದಿನ" xyxy=(442,694,610,719)
article-paragraph: ಬಳ್ಳಾರಿ: ಸಾರಿಗೆ ಇಲಾಖೆಯ ವಿವಿಧ ಸೇವೆಗಳು ಆನ್‌ಲೈನ್ ಗೆ ಒಳಪಡಿಸಿರುವುದರಿಂದ ಬಳ್ಳಾರಿ ಪ್ರಾದೇಶಿಕ ಸಾರಿಗೆ ಕಚೇರಿ ವ್ಯಾಪ್ತಿಯ ವಾಹನಗಳ ನೋಂದಣಿ, ವರ್ಗಾವಣೆ, ಲೈಸೆನ್ಸ್ ಮತ್ತು ಇತರೆ ಸೇವೆಗಳಿಗಾಗಿ ಎಂ-ಪರಿವಾಹನ್ ನಲ್ಲಿನ ವಾಹನ್-4, ಸಾರಥಿ-4 ತಂತ್ರಾಂಶದ ಮೂಲಕ ಪಡೆಯಬಹುದಾಗಿದೆ. xyxy=(758,215,1119,290)
article-byline: ಹೊಸಪೇಟೆ ಟೈಮ್ಸ್ ನ್ಯೂಸ್ xyxy=(78,124,192,140)
